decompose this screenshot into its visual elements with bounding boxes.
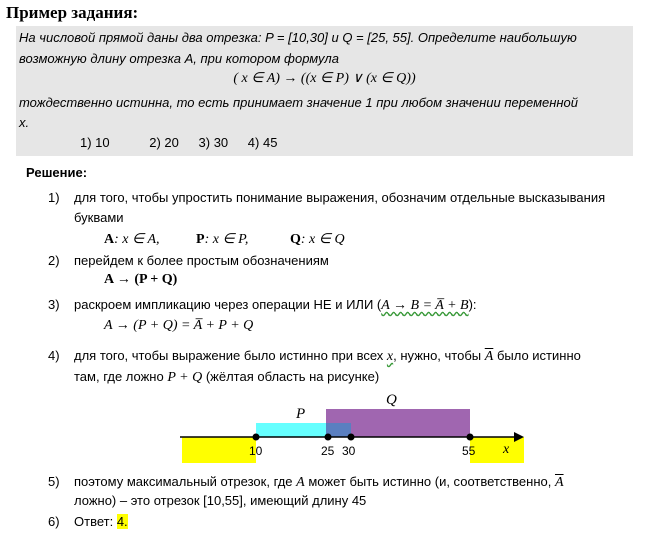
step-5-line2: ложно) – это отрезок [10,55], имеющий длину 45 — [74, 493, 367, 508]
point-30 — [348, 434, 355, 441]
def-q: Q: x ∈ Q — [290, 232, 345, 247]
task-line-2: возможную длину отрезка A, при котором формула — [19, 51, 339, 66]
solution-title: Решение: — [26, 165, 88, 180]
tick-55: 55 — [462, 444, 476, 458]
def-p: P: x ∈ P, — [196, 232, 249, 247]
def-a: A: x ∈ A, — [104, 232, 160, 247]
answer-value: 4. — [116, 514, 128, 529]
step-6-text: Ответ: 4. — [74, 514, 128, 529]
step-3-num: 3) — [48, 297, 60, 312]
step-1-num: 1) — [48, 190, 60, 205]
step-5-line1: поэтому максимальный отрезок, где A может быть истинно (и, соответственно, $\overline{A}$ — [74, 474, 564, 490]
axis-label-x: x — [503, 442, 510, 457]
label-p: P — [296, 406, 306, 422]
step-4-num: 4) — [48, 348, 60, 363]
yellow-left — [182, 437, 256, 463]
point-25 — [325, 434, 332, 441]
task-formula: ( x ∈ A) → ((x ∈ P) ∨ (x ∈ Q)) — [233, 71, 416, 86]
label-q: Q — [386, 392, 397, 408]
simplified-formula: A → (P + Q) — [104, 272, 178, 287]
option-1: 1) 10 — [80, 135, 110, 150]
page-title: Пример задания: — [6, 3, 139, 22]
impl-rule: A → B = A̅ + B — [381, 298, 469, 313]
point-55 — [467, 434, 474, 441]
point-10 — [253, 434, 260, 441]
step-4-line1: для того, чтобы выражение было истинно при всех x, нужно, чтобы $\overline{A}$ было истинно — [74, 348, 581, 364]
step-5-num: 5) — [48, 474, 60, 489]
step-2-num: 2) — [48, 253, 60, 268]
step-6-num: 6) — [48, 514, 60, 529]
task-line-4: x. — [19, 115, 30, 130]
step-2-text: перейдем к более простым обозначениям — [74, 253, 329, 268]
task-line-1: На числовой прямой даны два отрезка: P = [10,30] и Q = [25, 55]. Определите наибольшую — [19, 30, 577, 45]
step-1-text1: для того, чтобы упростить понимание выражения, обозначим отдельные высказывания — [74, 190, 606, 205]
option-3: 3) 30 — [198, 135, 229, 150]
expanded-formula: A → (P + Q) = A̅ + P + Q — [104, 318, 254, 333]
option-2: 2) 20 — [149, 135, 179, 150]
tick-10: 10 — [249, 444, 263, 458]
step-1-text2: буквами — [74, 210, 124, 225]
step-3-text: раскроем импликацию через операции НЕ и ИЛИ (A → B = A̅ + B): — [74, 297, 477, 313]
tick-25: 25 — [321, 444, 335, 458]
step-4-line2: там, где ложно P + Q (жёлтая область на рисунке) — [74, 369, 380, 385]
tick-30: 30 — [342, 444, 356, 458]
task-line-3: тождественно истинна, то есть принимает значение 1 при любом значении переменной — [19, 95, 578, 110]
option-4: 4) 45 — [247, 135, 278, 150]
